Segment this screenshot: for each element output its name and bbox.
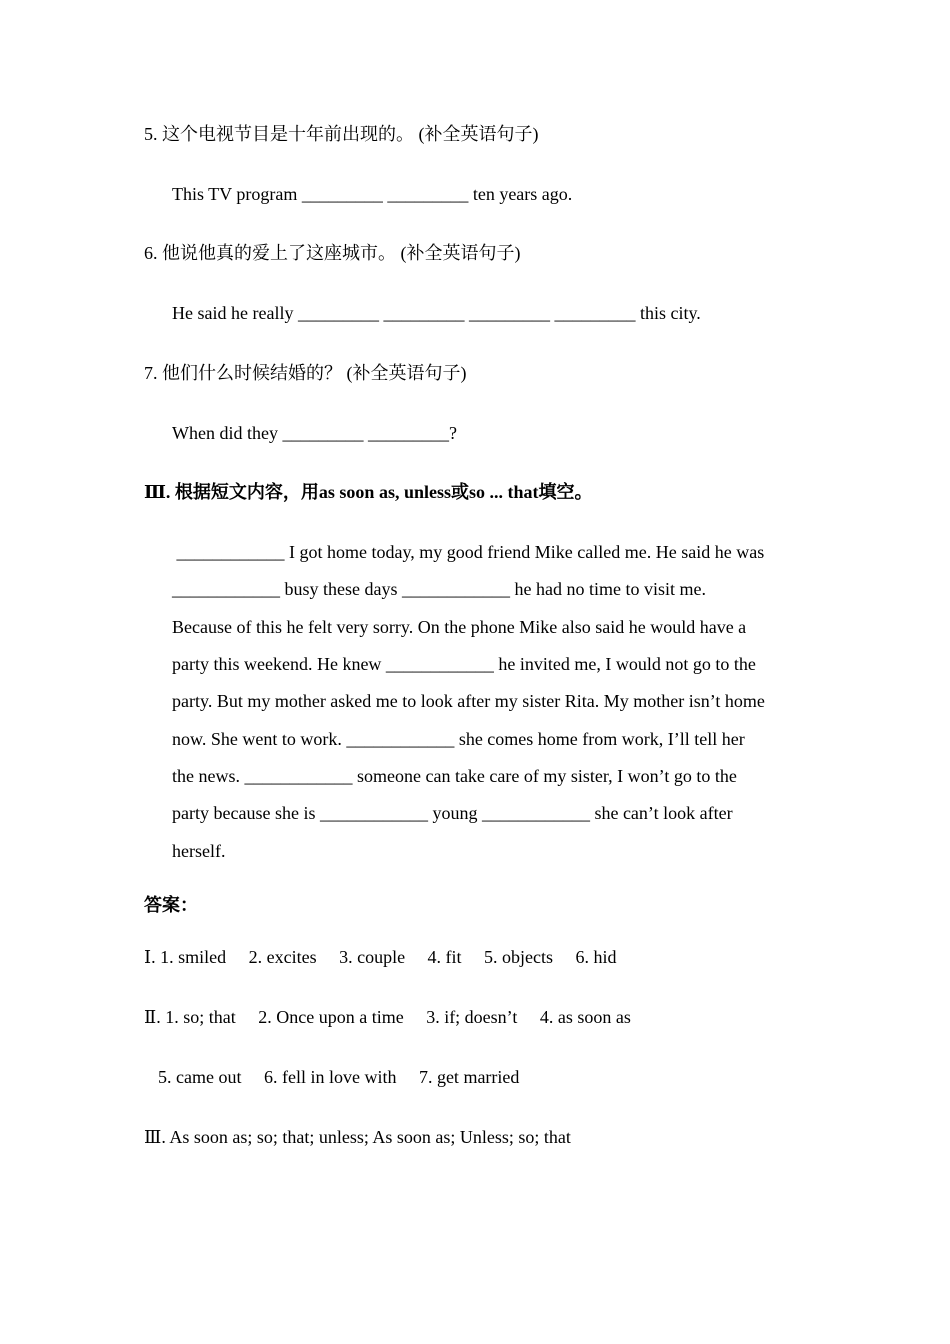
passage-line: Because of this he felt very sorry. On the phone Mike also said he would have a: [172, 617, 747, 637]
answers-heading: 答案：: [144, 895, 198, 915]
passage-line: ____________ busy these days ____________ he had no time to visit me.: [172, 579, 706, 599]
question-7-sentence: When did they _________ _________?: [172, 423, 457, 443]
passage-line: party. But my mother asked me to look after my sister Rita. My mother isn’t home: [172, 691, 765, 711]
section-3-heading: Ⅲ. 根据短文内容，用as soon as, unless或so ... that填空。: [144, 482, 593, 502]
passage-line: herself.: [172, 841, 226, 861]
question-5-prompt: 5. 这个电视节目是十年前出现的。 (补全英语句子): [144, 124, 539, 144]
passage-line: now. She went to work. ____________ she comes home from work, I’ll tell her: [172, 729, 745, 749]
answer-line: Ⅱ. 1. so; that 2. Once upon a time 3. if; doesn’t 4. as soon as: [144, 1007, 631, 1027]
answer-line: Ⅰ. 1. smiled 2. excites 3. couple 4. fit 5. objects 6. hid: [144, 947, 617, 967]
question-5-sentence: This TV program _________ _________ ten years ago.: [172, 184, 573, 204]
passage-line: party this weekend. He knew ____________ he invited me, I would not go to the: [172, 654, 756, 674]
passage-line: the news. ____________ someone can take care of my sister, I won’t go to the: [172, 766, 737, 786]
question-7-prompt: 7. 他们什么时候结婚的？ (补全英语句子): [144, 363, 467, 383]
passage-line: party because she is ____________ young ____________ she can’t look after: [172, 803, 733, 823]
answer-line: Ⅲ. As soon as; so; that; unless; As soon as; Unless; so; that: [144, 1127, 571, 1147]
question-6-sentence: He said he really _________ _________ _________ _________ this city.: [172, 303, 701, 323]
answer-line: 5. came out 6. fell in love with 7. get married: [158, 1067, 520, 1087]
question-6-prompt: 6. 他说他真的爱上了这座城市。 (补全英语句子): [144, 243, 521, 263]
passage-line: ____________ I got home today, my good friend Mike called me. He said he was: [172, 542, 765, 562]
